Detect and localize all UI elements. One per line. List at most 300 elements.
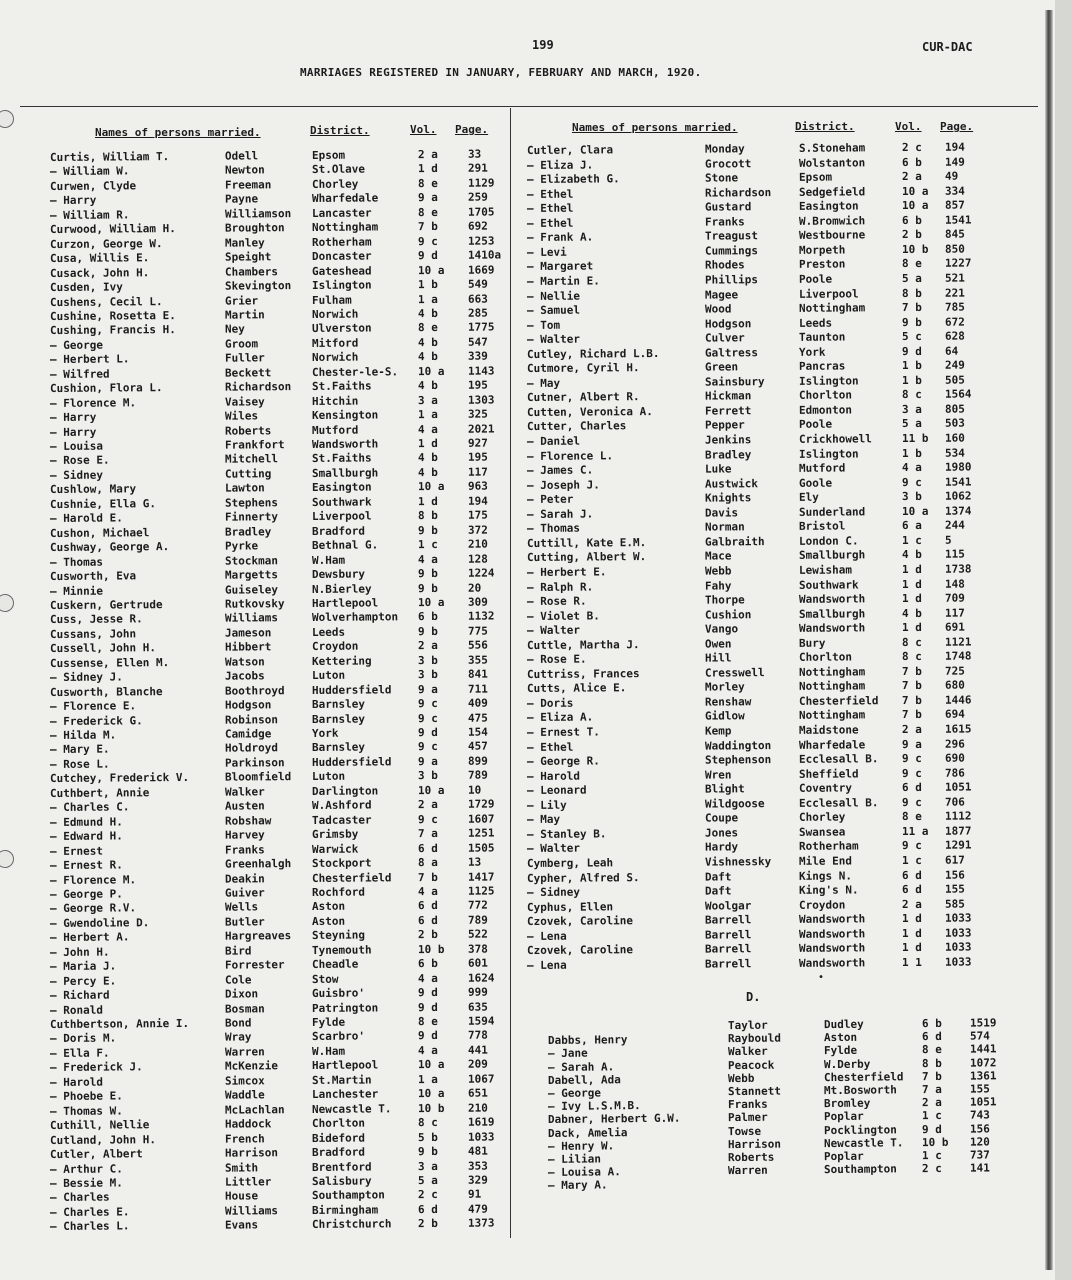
entry-page: 522 [467, 927, 488, 942]
entry-spouse-surname: Phillips [704, 273, 759, 287]
entry-name: Cuthbert, Annie [49, 786, 150, 800]
entry-volume: 6 d [417, 841, 438, 855]
entry-volume: 4 a [417, 552, 438, 566]
entry-page: 195 [467, 378, 488, 392]
entry-spouse-surname: Cutting [224, 467, 272, 481]
entry-district: Kensington [311, 408, 379, 423]
entry-spouse-surname: Manley [224, 236, 265, 250]
entry-district: Croydon [311, 639, 359, 654]
entry-spouse-surname: Woolgar [704, 898, 752, 913]
entry-name: — May [526, 813, 561, 827]
entry-volume: 9 d [417, 249, 438, 263]
entry-name: — Joseph J. [526, 478, 600, 492]
entry-district: Southwark [798, 577, 859, 592]
entry-volume: 6 b [901, 155, 922, 169]
entry-district: Chorley [311, 177, 359, 191]
entry-district: Pancras [798, 359, 846, 374]
entry-spouse-surname: Vango [704, 622, 739, 636]
entry-name: — Tom [526, 318, 561, 332]
entry-name: — Florence M. [49, 872, 137, 887]
entry-page: 999 [467, 985, 488, 999]
entry-spouse-surname: Holdroyd [224, 741, 279, 756]
entry-page: 259 [467, 190, 488, 205]
entry-name: Dabell, Ada [547, 1073, 621, 1087]
entry-name: — Lily [526, 798, 567, 812]
entry-page: 1669 [467, 263, 495, 277]
entry-name: — Sidney J. [49, 670, 123, 685]
entry-spouse-surname: Webb [727, 1071, 755, 1085]
entry-volume: 8 c [901, 635, 922, 649]
entry-district: Kettering [311, 654, 372, 668]
entry-volume: 4 b [417, 465, 438, 480]
entry-district: Poole [798, 418, 833, 432]
entry-spouse-surname: Harvey [224, 828, 265, 842]
entry-spouse-surname: Norman [704, 520, 745, 534]
entry-page: 115 [944, 547, 965, 562]
entry-district: Barnsley [311, 697, 366, 712]
entry-name: — George R. [526, 754, 600, 769]
entry-district: Sunderland [798, 505, 866, 519]
entry-page: 117 [944, 606, 965, 620]
entry-page: 601 [467, 956, 488, 970]
entry-name: — Ernest [49, 844, 104, 858]
entry-volume: 2 c [921, 1162, 942, 1176]
entry-volume: 8 e [901, 810, 922, 824]
entry-spouse-surname: Williamson [224, 206, 292, 221]
entry-volume: 4 a [417, 884, 438, 899]
entry-name: — Mary A. [547, 1178, 608, 1193]
entry-volume: 6 d [417, 899, 438, 913]
entry-name: — Rose E. [526, 652, 587, 667]
entry-spouse-surname: Wood [704, 302, 732, 316]
entry-spouse-surname: Stephenson [704, 753, 772, 767]
entry-name: — William R. [49, 208, 130, 222]
entry-district: Sedgefield [798, 184, 866, 199]
entry-volume: 2 b [417, 1217, 438, 1231]
entry-page: 1607 [467, 812, 495, 826]
entry-spouse-surname: Austwick [704, 476, 759, 491]
entry-district: Chorlton [798, 388, 853, 403]
entry-spouse-surname: Luke [704, 462, 732, 476]
entry-spouse-surname: Odell [224, 149, 259, 163]
entry-name: Cushnie, Ella G. [49, 496, 157, 511]
entry-district: Mt.Bosworth [823, 1083, 897, 1098]
entry-name: Cussans, John [49, 627, 137, 641]
entry-name: Cuttriss, Frances [526, 666, 640, 681]
entry-spouse-surname: Hodgson [224, 698, 272, 712]
entry-spouse-surname: Daft [704, 869, 732, 884]
entry-page: 725 [944, 664, 965, 678]
entry-volume: 1 b [901, 373, 922, 387]
entry-name: Cutting, Albert W. [526, 550, 647, 565]
entry-volume: 4 a [417, 971, 438, 985]
entry-volume: 4 b [417, 379, 438, 393]
entry-volume: 7 a [921, 1082, 942, 1097]
entry-volume: 4 b [901, 548, 922, 562]
entry-volume: 9 d [921, 1122, 942, 1136]
entry-page: 457 [467, 739, 488, 754]
entry-page: 556 [467, 638, 488, 653]
entry-spouse-surname: Thorpe [704, 593, 745, 607]
entry-volume: 3 b [417, 653, 438, 667]
entry-district: Aston [311, 914, 346, 928]
entry-page: 91 [467, 1188, 482, 1202]
entry-district: Easington [311, 480, 372, 495]
entry-district: Lancaster [311, 206, 372, 220]
entry-volume: 10 b [417, 1101, 445, 1115]
entry-spouse-surname: Dixon [224, 987, 259, 1001]
entry-district: Wandsworth [798, 912, 866, 927]
entry-volume: 7 b [901, 300, 922, 315]
entry-spouse-surname: Grier [224, 293, 259, 308]
entry-volume: 6 d [417, 1202, 438, 1216]
entry-spouse-surname: Harrison [727, 1137, 782, 1151]
entry-name: — Ivy L.S.M.B. [547, 1099, 641, 1114]
entry-district: Warwick [311, 842, 359, 856]
entry-district: Wandsworth [798, 941, 866, 956]
entry-district: Mile End [798, 854, 853, 868]
entry-page: 691 [944, 620, 965, 634]
entry-district: Ulverston [311, 321, 372, 336]
entry-district: S.Stoneham [798, 141, 866, 155]
entry-name: — Eliza A. [526, 710, 594, 725]
entry-volume: 1 d [417, 436, 438, 451]
entry-district: Islington [311, 278, 372, 292]
entry-spouse-surname: Margetts [224, 568, 279, 582]
entry-page: 194 [944, 140, 965, 154]
entry-volume: 2 c [901, 140, 922, 155]
entry-volume: 9 b [417, 567, 438, 581]
entry-volume: 10 a [417, 480, 445, 494]
entry-page: 663 [467, 292, 488, 306]
entry-spouse-surname: Wren [704, 768, 732, 782]
entry-page: 329 [467, 1173, 488, 1187]
entry-page: 845 [944, 227, 965, 242]
entry-page: 13 [467, 855, 482, 869]
entry-spouse-surname: Jacobs [224, 669, 265, 683]
entry-page: 1112 [944, 809, 972, 824]
entry-spouse-surname: Littler [224, 1175, 272, 1189]
entry-district: Chester-le-S. [311, 365, 399, 379]
entry-spouse-surname: Pepper [704, 418, 745, 433]
entry-district: Edmonton [798, 403, 853, 417]
entry-page: 1033 [944, 940, 972, 954]
entry-volume: 4 b [417, 350, 438, 364]
entry-spouse-surname: Groom [224, 337, 259, 351]
entry-spouse-surname: Robinson [224, 712, 279, 727]
entry-spouse-surname: Stephens [224, 496, 279, 510]
entry-page: 1361 [969, 1069, 997, 1083]
entry-district: Pocklington [823, 1122, 897, 1137]
entry-name: — George [49, 338, 104, 352]
entry-spouse-surname: Hardy [704, 840, 739, 854]
entry-spouse-surname: Towse [727, 1124, 762, 1138]
entry-district: W.Derby [823, 1057, 871, 1071]
entry-spouse-surname: House [224, 1189, 259, 1204]
entry-spouse-surname: Kemp [704, 724, 732, 738]
entry-volume: 5 a [417, 1173, 438, 1188]
entry-page: 1374 [944, 504, 972, 518]
entry-page: 175 [467, 508, 488, 522]
entry-name: — Rose L. [49, 757, 110, 771]
entry-spouse-surname: Peacock [727, 1058, 775, 1072]
entry-page: 141 [969, 1161, 990, 1175]
entry-name: Cushion, Flora L. [49, 381, 163, 396]
entry-name: — Frank A. [526, 230, 594, 245]
entry-page: 1748 [944, 649, 972, 663]
entry-name: Cushens, Cecil L. [49, 294, 163, 309]
entry-spouse-surname: Simcox [224, 1074, 265, 1088]
entry-page: 841 [467, 667, 488, 681]
entry-name: — Lena [526, 929, 567, 943]
entry-volume: 1 a [417, 1072, 438, 1086]
entry-spouse-surname: Walker [224, 785, 265, 799]
entry-spouse-surname: Cushion [704, 607, 752, 622]
entry-page: 20 [467, 581, 482, 595]
entry-volume: 7 b [901, 664, 922, 678]
entry-district: Chesterfield [311, 870, 392, 885]
entry-volume: 3 a [417, 393, 438, 407]
entry-name: — Maria J. [49, 959, 117, 974]
header-names-right: Names of persons married. [572, 121, 738, 134]
entry-name: Cuss, Jesse R. [49, 612, 143, 627]
entry-volume: 2 a [921, 1096, 942, 1110]
entry-spouse-surname: Forrester [224, 958, 285, 972]
entry-volume: 7 b [417, 870, 438, 884]
entry-district: Wandsworth [798, 956, 866, 970]
entry-volume: 9 a [417, 682, 438, 696]
entry-volume: 11 a [901, 824, 929, 838]
entry-district: N.Bierley [311, 581, 372, 596]
entry-name: Cutley, Richard L.B. [526, 346, 660, 361]
entry-page: 1877 [944, 824, 972, 838]
entry-name: Cuthbertson, Annie I. [49, 1016, 190, 1031]
entry-spouse-surname: Greenhalgh [224, 857, 292, 871]
entry-volume: 4 b [417, 306, 438, 321]
entry-volume: 8 e [417, 321, 438, 335]
entry-district: Steyning [311, 928, 366, 943]
entry-spouse-surname: Richardson [704, 185, 772, 200]
entry-name: Cuttle, Martha J. [526, 637, 640, 652]
entry-page: 291 [467, 161, 488, 176]
entry-volume: 5 c [901, 330, 922, 344]
entry-district: Southampton [823, 1162, 897, 1177]
entry-district: Rotherham [311, 235, 372, 249]
entry-volume: 4 b [417, 451, 438, 465]
entry-volume: 8 e [417, 205, 438, 219]
entry-volume: 1 d [417, 162, 438, 176]
entry-spouse-surname: Lawton [224, 481, 265, 495]
entry-page: 1033 [467, 1130, 495, 1144]
entry-page: 789 [467, 913, 488, 927]
entry-spouse-surname: Camidge [224, 727, 272, 741]
entry-volume: 1 d [901, 926, 922, 940]
entry-page: 49 [944, 169, 959, 183]
entry-volume: 9 b [417, 1145, 438, 1159]
entry-volume: 2 b [417, 928, 438, 942]
entry-page: 117 [467, 465, 488, 479]
entry-volume: 7 b [901, 679, 922, 693]
entry-district: Wandsworth [798, 927, 866, 941]
entry-page: 1564 [944, 387, 972, 402]
entry-name: — Samuel [526, 303, 581, 318]
entry-district: Southampton [311, 1188, 385, 1203]
entry-page: 672 [944, 315, 965, 329]
entry-page: 690 [944, 751, 965, 765]
entry-volume: 10 a [417, 595, 445, 610]
entry-name: Czovek, Caroline [526, 943, 634, 958]
entry-volume: 8 b [901, 286, 922, 300]
entry-volume: 1 d [417, 494, 438, 508]
entry-name: — Rose R. [526, 594, 587, 609]
entry-name: — Florence L. [526, 448, 614, 463]
entry-spouse-surname: Owen [704, 637, 732, 651]
entry-name: — Sarah J. [526, 507, 594, 521]
entry-page: 148 [944, 577, 965, 591]
entry-spouse-surname: Butler [224, 915, 265, 929]
entry-page: 1224 [467, 566, 495, 580]
entry-spouse-surname: Evans [224, 1218, 259, 1232]
entry-volume: 9 b [417, 523, 438, 537]
entry-spouse-surname: Bosman [224, 1001, 265, 1016]
entry-volume: 10 b [901, 242, 929, 256]
entry-name: — Mary E. [49, 742, 110, 757]
entry-spouse-surname: Bird [224, 944, 252, 958]
entry-spouse-surname: Ferrett [704, 404, 752, 418]
entry-spouse-surname: Fahy [704, 578, 732, 593]
entry-name: — William W. [49, 164, 130, 179]
entry-district: Poole [798, 272, 833, 286]
entry-district: Stockport [311, 856, 372, 870]
entry-volume: 9 c [901, 475, 922, 489]
entry-spouse-surname: Martin [224, 308, 265, 322]
entry-district: Smallburgh [311, 466, 379, 480]
entry-spouse-surname: Pyrke [224, 539, 259, 553]
entry-district: Leeds [311, 625, 346, 639]
entry-volume: 8 a [417, 856, 438, 870]
entry-name: — Minnie [49, 584, 104, 598]
header-vol-left: Vol. [410, 123, 437, 136]
entry-name: — Sarah A. [547, 1059, 615, 1074]
entry-spouse-surname: Barrell [704, 957, 752, 971]
entry-page: 1615 [944, 722, 972, 736]
entry-district: Hartlepool [311, 1058, 379, 1073]
entry-spouse-surname: Cresswell [704, 665, 765, 680]
entry-name: — Harold E. [49, 511, 123, 526]
entry-page: 10 [467, 783, 482, 797]
entry-volume: 9 c [901, 766, 922, 780]
entry-page: 635 [467, 1000, 488, 1014]
entry-name: — Gwendoline D. [49, 916, 150, 930]
entry-spouse-surname: Payne [224, 192, 259, 206]
entry-district: Nottingham [798, 665, 866, 679]
entry-volume: 9 a [417, 191, 438, 205]
entry-volume: 5 a [901, 417, 922, 431]
entry-page: 1072 [969, 1055, 997, 1070]
entry-page: 120 [969, 1135, 990, 1149]
entry-name: Cusworth, Eva [49, 569, 137, 584]
entry-name: Cutler, Albert [49, 1147, 143, 1162]
entry-spouse-surname: Waddle [224, 1088, 265, 1102]
entry-volume: 1 b [901, 446, 922, 460]
entry-district: Tynemouth [311, 943, 372, 957]
entry-volume: 1 d [901, 941, 922, 955]
entry-volume: 5 a [901, 271, 922, 285]
entry-spouse-surname: Sainsbury [704, 374, 765, 389]
entry-volume: 1 1 [901, 955, 922, 969]
entry-name: — Louisa [49, 439, 104, 453]
entry-page: 1121 [944, 635, 972, 649]
entry-volume: 7 b [417, 220, 438, 234]
entry-district: Grimsby [311, 827, 359, 842]
entry-district: Ecclesall B. [798, 752, 879, 766]
entry-page: 1033 [944, 955, 972, 969]
entry-spouse-surname: Bond [224, 1016, 252, 1030]
entry-page: 1051 [944, 780, 972, 794]
entry-spouse-surname: Wiles [224, 409, 259, 423]
entry-spouse-surname: Daft [704, 884, 732, 898]
entry-page: 1446 [944, 693, 972, 707]
entry-name: — Louisa A. [547, 1165, 621, 1180]
entry-district: Barnsley [311, 740, 366, 755]
entry-name: — Doris [526, 696, 574, 710]
entry-volume: 4 b [901, 606, 922, 620]
entry-spouse-surname: Jameson [224, 626, 272, 640]
entry-name: — Harry [49, 425, 97, 439]
entry-name: — Harold [526, 769, 581, 783]
entry-district: Chorley [798, 810, 846, 825]
entry-spouse-surname: Ney [224, 322, 245, 337]
entry-name: — Herbert E. [526, 565, 607, 579]
entry-name: — John H. [49, 945, 110, 959]
entry-district: Lewisham [798, 563, 853, 577]
entry-volume: 6 a [901, 519, 922, 533]
entry-spouse-surname: Stone [704, 171, 739, 185]
entry-spouse-surname: Watson [224, 655, 265, 669]
entry-name: — Walter [526, 623, 581, 638]
entry-volume: 10 a [901, 199, 929, 213]
entry-volume: 9 a [417, 754, 438, 769]
entry-name: — Florence E. [49, 699, 137, 714]
entry-page: 737 [969, 1148, 990, 1162]
entry-spouse-surname: Cole [224, 973, 252, 987]
entry-name: — Charles C. [49, 800, 130, 815]
entry-district: Chesterfield [798, 694, 879, 708]
top-rule [20, 106, 1038, 107]
entry-spouse-surname: Treagust [704, 229, 759, 243]
entry-page: 155 [944, 882, 965, 896]
entry-volume: 8 c [417, 1116, 438, 1130]
entry-page: 521 [944, 271, 965, 285]
entry-page: 1067 [467, 1072, 495, 1086]
entry-district: Bradford [311, 524, 366, 538]
entry-volume: 9 d [417, 725, 438, 740]
entry-district: Smallburgh [798, 548, 866, 563]
entry-page: 805 [944, 402, 965, 416]
entry-spouse-surname: Stockman [224, 553, 279, 568]
entry-name: Cusden, Ivy [49, 280, 123, 295]
entry-name: Dack, Amelia [547, 1125, 628, 1140]
entry-page: 160 [944, 431, 965, 445]
entry-district: Southwark [311, 495, 372, 509]
entry-spouse-surname: Green [704, 360, 739, 374]
entry-district: Bromley [823, 1096, 871, 1111]
entry-volume: 9 b [417, 581, 438, 595]
entry-spouse-surname: McKenzie [224, 1059, 279, 1073]
entry-spouse-surname: Wells [224, 900, 259, 915]
entry-page: 778 [467, 1028, 488, 1043]
entry-name: — Wilfred [49, 367, 110, 381]
